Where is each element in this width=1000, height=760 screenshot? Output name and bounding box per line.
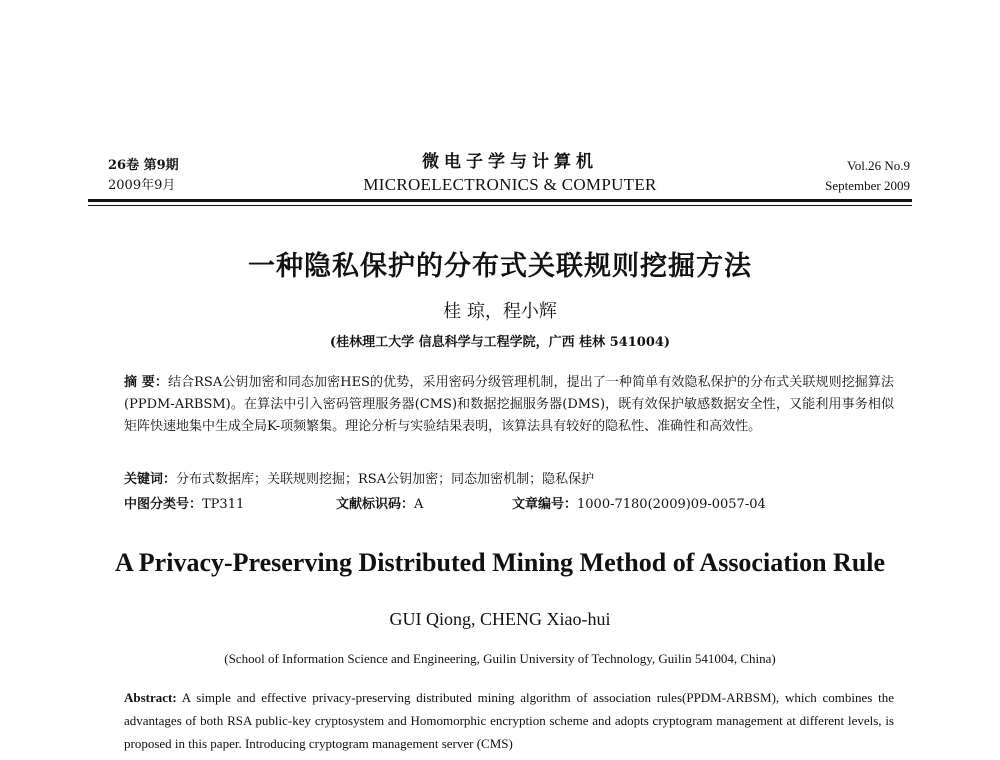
abstract-cn-label: 摘 要：: [124, 375, 168, 390]
doc-code-label: 文献标识码：: [336, 497, 415, 512]
header-rule-thick: [88, 199, 912, 202]
journal-vol-block: [825, 156, 910, 196]
paper-title-cn: 一种隐私保护的分布式关联规则挖掘方法: [248, 251, 752, 282]
clc-label: 中图分类号：: [124, 497, 203, 512]
doc-code-block: [336, 495, 423, 515]
date-en: September 2009: [825, 178, 910, 193]
abstract-en-label: Abstract:: [124, 690, 177, 705]
affiliation-cn: (桂林理工大学 信息科学与工程学院，广西 桂林 541004): [329, 335, 671, 350]
vol-no: Vol.26 No.9: [847, 158, 910, 173]
clc-value: TP311: [202, 497, 245, 512]
article-no-value: 1000-7180(2009)09-0057-04: [577, 497, 766, 512]
doc-code-value: A: [414, 497, 424, 512]
abstract-cn-text: 结合RSA公钥加密和同态加密HES的优势，采用密码分级管理机制，提出了一种简单有效隐私保护的分布式关联规则挖掘算法(PPDM-ARBSM)。在算法中引入密码管理服务器(CMS)和数据挖掘服务器(DMS)，既有效保护敏感数据安全性，又能利用事务相似矩阵快速地集中生成全局K-项频繁集。理论分析与实验结果表明，该算法具有较好的隐私性、准确性和高效性。: [124, 375, 894, 434]
abstract-cn: [124, 372, 894, 438]
keywords-label: 关键词：: [124, 472, 177, 487]
journal-name-cn: 微电子学与计算机: [422, 152, 598, 172]
date-cn: 2009年9月: [108, 178, 176, 193]
journal-volume-block: [108, 156, 179, 196]
header-rule-thin: [88, 205, 912, 206]
affiliation-en: (School of Information Science and Engineering, Guilin University of Technology, Guilin 541004, China): [224, 651, 776, 666]
clc-block: [124, 495, 244, 515]
paper-title-en: A Privacy-Preserving Distributed Mining Method of Association Rule: [114, 548, 886, 577]
authors-cn: 桂 琼，程小辉: [443, 301, 557, 322]
keywords: [124, 470, 894, 490]
keywords-text: 分布式数据库；关联规则挖掘；RSA公钥加密；同态加密机制；隐私保护: [176, 472, 595, 487]
abstract-en-text: A simple and effective privacy-preserving distributed mining algorithm of association rules(PPDM-ARBSM), which combines the advantages of both RSA public-key cryptosystem and Homomorphic encryption scheme and adopts cryptogram management at different levels, is proposed in this paper. Introducing cryptogram management server (CMS): [124, 690, 894, 751]
volume-issue: 26卷 第9期: [108, 158, 179, 173]
article-no-label: 文章编号：: [512, 497, 578, 512]
journal-name-en: MICROELECTRONICS & COMPUTER: [363, 175, 657, 194]
abstract-en: [124, 686, 894, 755]
journal-title-block: [300, 150, 720, 196]
authors-en: GUI Qiong, CHENG Xiao-hui: [389, 609, 611, 629]
article-no-block: [512, 495, 766, 515]
